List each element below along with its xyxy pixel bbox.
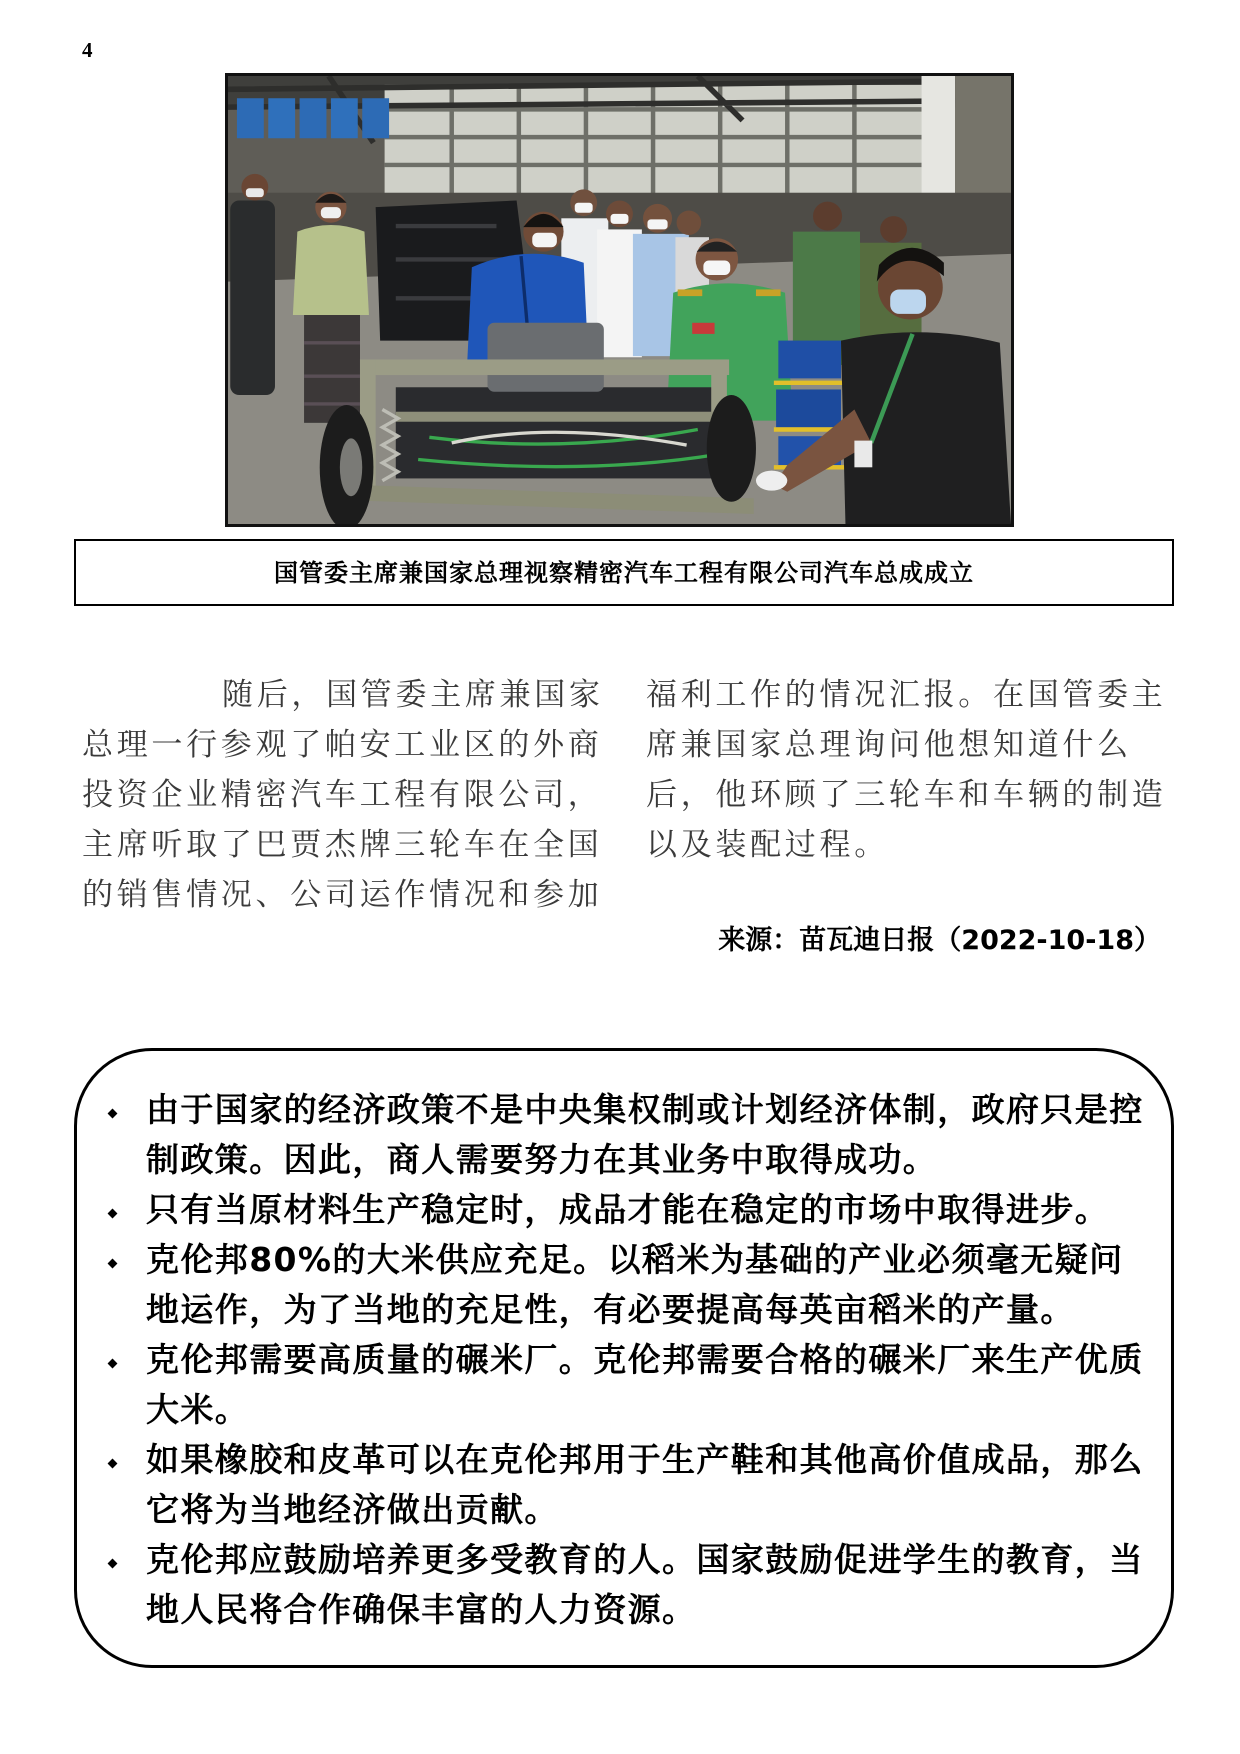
photo-banner: [268, 98, 295, 138]
highlight-text: 克伦邦80%的大米供应充足。以稻米为基础的产业必须毫无疑问地运作，为了当地的充足性，有必要提高每英亩稻米的产量。: [146, 1240, 1124, 1329]
photo-caption: 国管委主席兼国家总理视察精密汽车工程有限公司汽车总成成立: [274, 558, 974, 587]
photo-person-shirt: [293, 225, 369, 315]
page-number: 4: [82, 38, 93, 62]
photo-frame-top: [360, 359, 729, 375]
photo-soldier-back-head: [880, 216, 907, 243]
photo-blue-bin: [776, 389, 841, 427]
highlight-item: [146, 1435, 1156, 1535]
highlight-item: [146, 1535, 1156, 1635]
photo-black-tshirt: [841, 332, 1011, 524]
photo-person-far-left: [230, 174, 275, 395]
photo-face-mask: [532, 233, 557, 247]
diamond-icon: [108, 1359, 118, 1369]
article-left-column: 随后，国管委主席兼国家总理一行参观了帕安工业区的外商投资企业精密汽车工程有限公司，主席听取了巴贾杰牌三轮车在全国的销售情况、公司运作情况和参加: [82, 677, 604, 913]
highlight-text: 克伦邦应鼓励培养更多受教育的人。国家鼓励促进学生的教育，当地人民将合作确保丰富的人力资源。: [146, 1540, 1144, 1629]
photo-epaulette: [678, 289, 703, 296]
photo-banner: [362, 98, 389, 138]
diamond-icon: [108, 1559, 118, 1569]
factory-visit-photo: [225, 73, 1014, 527]
photo-blue-banners: [237, 98, 389, 138]
diamond-icon: [108, 1259, 118, 1269]
highlight-text: 由于国家的经济政策不是中央集权制或计划经济体制，政府只是控制政策。因此，商人需要努力在其业务中取得成功。: [146, 1090, 1144, 1179]
highlight-text: 只有当原材料生产稳定时，成品才能在稳定的市场中取得进步。: [146, 1190, 1110, 1229]
photo-banner: [300, 98, 327, 138]
photo-soldier-back-head: [813, 202, 842, 231]
highlight-text: 克伦邦需要高质量的碾米厂。克伦邦需要合格的碾米厂来生产优质大米。: [146, 1340, 1144, 1429]
photo-person-head: [677, 211, 702, 235]
factory-visit-photo-drawing: [228, 76, 1011, 524]
photo-left-rim: [340, 438, 362, 496]
photo-banner: [331, 98, 358, 138]
photo-banner: [237, 98, 264, 138]
article-source: 来源：苗瓦迪日报（2022-10-18）: [718, 925, 1161, 956]
diamond-icon: [108, 1209, 118, 1219]
photo-id-badge: [854, 441, 872, 468]
photo-person-body: [230, 201, 275, 396]
photo-face-mask: [890, 289, 926, 313]
photo-face-mask: [575, 203, 593, 213]
highlights-list: [146, 1085, 1156, 1635]
diamond-icon: [108, 1459, 118, 1469]
photo-right-tire: [707, 395, 756, 502]
photo-medal-ribbons: [692, 323, 714, 334]
photo-face-mask: [703, 261, 730, 275]
photo-blue-bin: [778, 341, 841, 379]
photo-face-mask: [321, 207, 341, 218]
photo-epaulette: [756, 289, 781, 296]
highlight-item: [146, 1085, 1156, 1185]
article-right-column: 福利工作的情况汇报。在国管委主席兼国家总理询问他想知道什么后，他环顾了三轮车和车辆的制造以及装配过程。: [646, 677, 1167, 863]
photo-face-mask: [246, 188, 264, 197]
photo-face-mask: [647, 219, 667, 229]
highlight-item: [146, 1235, 1156, 1335]
diamond-icon: [108, 1109, 118, 1119]
highlight-item: [146, 1185, 1156, 1235]
photo-caption-box: [74, 539, 1174, 606]
photo-engine-block: [488, 323, 604, 392]
photo-white-glove: [756, 471, 787, 491]
photo-frame-mid: [396, 412, 715, 422]
highlight-item: [146, 1335, 1156, 1435]
highlights-box: [74, 1048, 1174, 1668]
photo-face-mask: [611, 214, 629, 224]
highlight-text: 如果橡胶和皮革可以在克伦邦用于生产鞋和其他高价值成品，那么它将为当地经济做出贡献。: [146, 1440, 1144, 1529]
